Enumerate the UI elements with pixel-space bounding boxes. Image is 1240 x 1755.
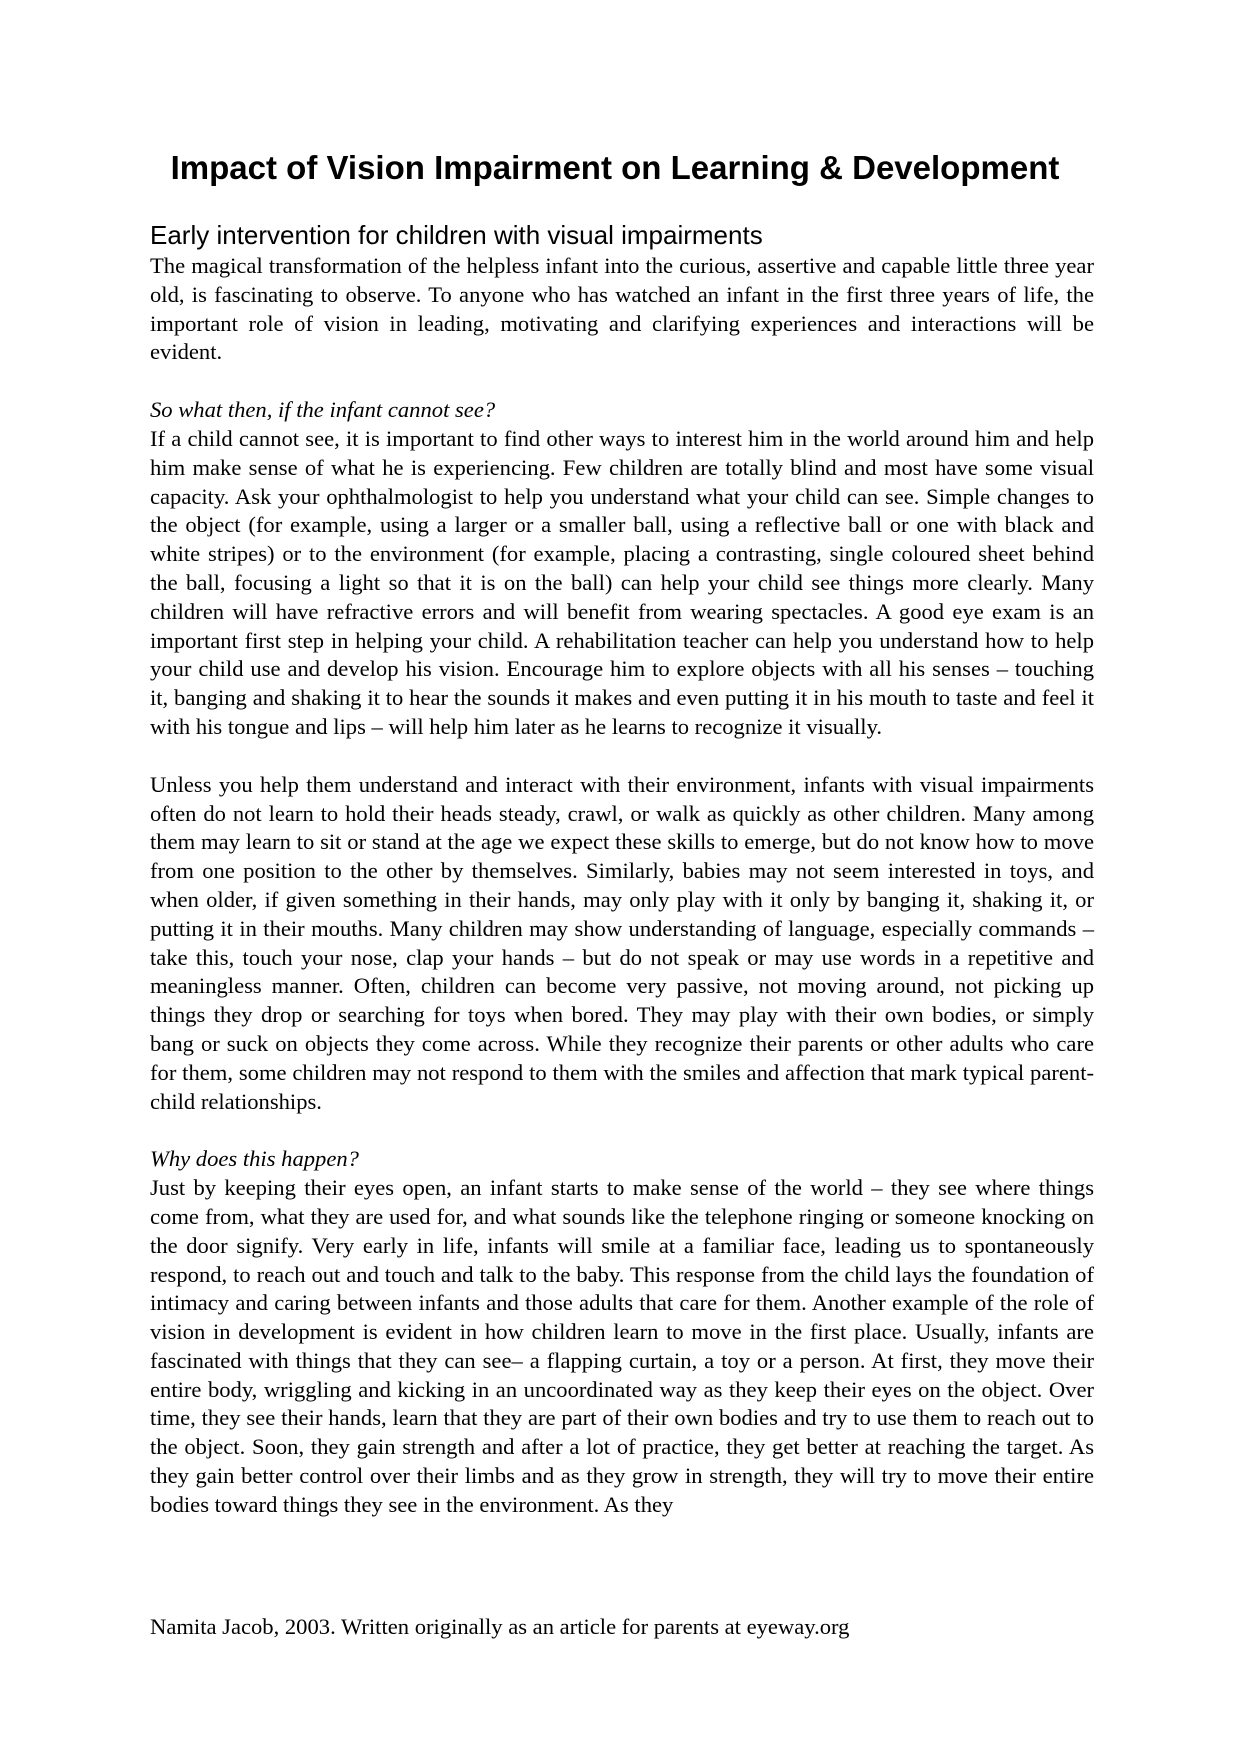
why-paragraph: Just by keeping their eyes open, an infant starts to make sense of the world – they see where things come from, what they are used for, and what sounds like the telephone ringing or someone knocking on the door signify. Very early in life, infants will smile at a familiar face, leading us to spontaneously respond, to reach out and touch and talk to the baby. This response from the child lays the foundation of intimacy and caring between infants and those adults that care for them. Another example of the role of vision in development is evident in how children learn to move in the first place. Usually, infants are fascinated with things that they can see– a flapping curtain, a toy or a person. At first, they move their entire body, wriggling and kicking in an uncoordinated way as they keep their eyes on the object. Over time, they see their hands, learn that they are part of their own bodies and try to use them to reach out to the object. Soon, they gain strength and after a lot of practice, they get better at reaching the target. As they gain better control over their limbs and as they grow in strength, they will try to move their entire bodies toward things they see in the environment. As they [150,1175,1094,1517]
article-subtitle: Early intervention for children with visual impairments [150,220,763,250]
subheading-cannot-see: So what then, if the infant cannot see? [150,397,496,423]
intro-paragraph: The magical transformation of the helpless infant into the curious, assertive and capable little three year old, is fascinating to observe. To anyone who has watched an infant in the first three years of life, the important role of vision in leading, motivating and clarifying experiences and interactions will be evident. [150,253,1094,365]
unless-paragraph: Unless you help them understand and interact with their environment, infants with visual impairments often do not learn to hold their heads steady, crawl, or walk as quickly as other children. Many among them may learn to sit or stand at the age we expect these skills to emerge, but do not know how to move from one position to the other by themselves. Similarly, babies may not seem interested in toys, and when older, if given something in their hands, may only play with it only by banging it, shaking it, or putting it in their mouths. Many children may show understanding of language, especially commands – take this, touch your nose, clap your hands – but do not speak or may use words in a repetitive and meaningless manner. Often, children can become very passive, not moving around, not picking up things they drop or searching for toys when bored. They may play with their own bodies, or simply bang or suck on objects they come across. While they recognize their parents or other adults who care for them, some children may not respond to them with the smiles and affection that mark typical parent-child relationships. [150,771,1094,1114]
subheading-why: Why does this happen? [150,1146,359,1172]
page-title: Impact of Vision Impairment on Learning & Development [170,149,1060,186]
page-footer: Namita Jacob, 2003. Written originally as an article for parents at eyeway.org [150,1614,850,1639]
cannot-see-paragraph: If a child cannot see, it is important to find other ways to interest him in the world around him and help him make sense of what he is experiencing. Few children are totally blind and most have some visual capacity. Ask your ophthalmologist to help you understand what your child can see. Simple changes to the object (for example, using a larger or a smaller ball, using a reflective ball or one with black and white stripes) or to the environment (for example, placing a contrasting, single coloured sheet behind the ball, focusing a light so that it is on the ball) can help your child see things more clearly. Many children will have refractive errors and will benefit from wearing spectacles. A good eye exam is an important first step in helping your child. A rehabilitation teacher can help you understand how to help your child use and develop his vision. Encourage him to explore objects with all his senses – touching it, banging and shaking it to hear the sounds it makes and even putting it in his mouth to taste and feel it with his tongue and lips – will help him later as he learns to recognize it visually. [150,425,1094,739]
article-body [150,218,1094,1520]
